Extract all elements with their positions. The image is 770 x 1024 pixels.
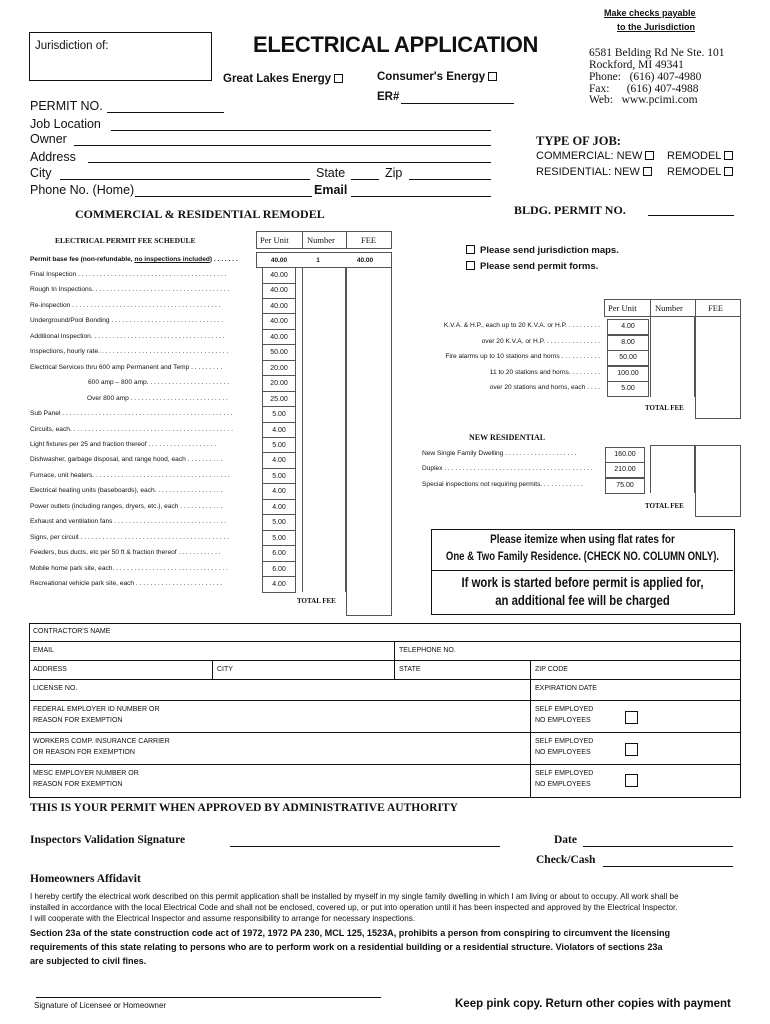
date-field[interactable] <box>583 846 733 847</box>
contractor-license-field[interactable] <box>29 680 531 701</box>
contractor-telephone-field[interactable] <box>395 642 741 661</box>
zip-label: Zip <box>385 166 403 180</box>
great-lakes-checkbox[interactable] <box>334 74 343 83</box>
fee-row-label: Additional Inspection. . . . . . . . . . . . . . . . . . . . . . . . . . . . . . . . . . . . . <box>30 332 225 340</box>
fee-row-per-unit: 20.00 <box>262 376 296 392</box>
itemize-line1: Please itemize when using flat rates for <box>490 534 675 546</box>
right-fee-row-per-unit: 5.00 <box>607 381 649 397</box>
federal-id-field[interactable] <box>29 701 531 733</box>
right-number-column[interactable] <box>650 317 695 397</box>
permit-no-field[interactable] <box>107 112 224 113</box>
email-field[interactable] <box>351 196 491 197</box>
fee-row-per-unit: 4.00 <box>262 484 296 500</box>
commercial-new-label: COMMERCIAL: NEW <box>536 150 643 162</box>
federal-id-label2: REASON FOR EXEMPTION <box>33 717 123 724</box>
res-fee-row-per-unit: 210.00 <box>605 462 645 478</box>
consumers-checkbox[interactable] <box>488 72 497 81</box>
res-total-label: TOTAL FEE <box>645 502 684 510</box>
bldg-permit-field[interactable] <box>648 215 734 216</box>
commercial-new-checkbox[interactable] <box>645 151 654 160</box>
fee-row-per-unit: 6.00 <box>262 546 296 562</box>
fee-row-per-unit: 4.00 <box>262 423 296 439</box>
base-fee-text: Permit base fee (non-refundable, <box>30 256 135 263</box>
zip-field[interactable] <box>409 179 491 180</box>
fee-row-per-unit: 20.00 <box>262 361 296 377</box>
fee-row-label: Re-inspection . . . . . . . . . . . . . . . . . . . . . . . . . . . . . . . . . . . . . . . . . <box>30 301 221 309</box>
great-lakes-label: Great Lakes Energy <box>223 73 332 85</box>
self-employed-label: SELF EMPLOYED <box>535 738 594 745</box>
fee-row-label: Inspections, hourly rate. . . . . . . . . . . . . . . . . . . . . . . . . . . . . . . . . . . . <box>30 348 229 356</box>
res-fee-row-label: Special inspections not requiring permits. . . . . . . . . . . . <box>422 481 583 488</box>
no-employees-label: NO EMPLOYEES <box>535 717 591 724</box>
fee-row-label: Dishwasher, garbage disposal, and range hood, each . . . . . . . . . . <box>30 456 223 464</box>
fee-row-label: Furnace, unit heaters. . . . . . . . . . . . . . . . . . . . . . . . . . . . . . . . . . . . . . <box>30 471 230 479</box>
fee-row-label: Over 800 amp . . . . . . . . . . . . . . . . . . . . . . . . . . . <box>87 394 228 402</box>
mesc-self-employed-checkbox[interactable] <box>625 774 638 787</box>
fee-row-label: Rough In Inspections. . . . . . . . . . . . . . . . . . . . . . . . . . . . . . . . . . . . . . <box>30 286 230 294</box>
contractor-name-label: CONTRACTOR'S NAME <box>33 628 111 635</box>
inspector-signature-field[interactable] <box>230 846 500 847</box>
no-employees-label: NO EMPLOYEES <box>535 781 591 788</box>
fee-header-divider <box>346 231 347 249</box>
right-header-divider <box>650 299 651 317</box>
contractor-zip-field[interactable] <box>531 661 741 680</box>
fee-row-label: Feeders, bus ducts, etc per 50 ft & fraction thereof . . . . . . . . . . . . <box>30 549 221 557</box>
right-fee-column[interactable] <box>695 317 741 419</box>
affidavit-text3: I will cooperate with the Electrical Inspector and assume responsibility to arrange for necessary inspections. <box>30 914 416 923</box>
right-fee-row-label: Fire alarms up to 10 stations and horns . . . . . . . . . . . <box>445 353 600 360</box>
contractor-address-field[interactable] <box>29 661 213 680</box>
city-label: City <box>30 166 52 180</box>
permit-notice: THIS IS YOUR PERMIT WHEN APPROVED BY ADMINISTRATIVE AUTHORITY <box>30 802 458 814</box>
fee-row-per-unit: 5.00 <box>262 438 296 454</box>
started-line2: an additional fee will be charged <box>495 593 670 608</box>
phone-label: Phone No. (Home) <box>30 183 135 197</box>
residential-row <box>536 166 652 178</box>
fee-column[interactable] <box>346 268 392 616</box>
federal-self-employed-checkbox[interactable] <box>625 711 638 724</box>
page-title: ELECTRICAL APPLICATION <box>253 32 539 57</box>
notice-box <box>431 529 735 615</box>
contractor-zip-label: ZIP CODE <box>535 666 568 673</box>
base-fee-end: ) . . . . . . . <box>209 256 238 263</box>
mesc-label2: REASON FOR EXEMPTION <box>33 781 123 788</box>
jurisdiction-box[interactable] <box>29 32 212 81</box>
right-fee-row-per-unit: 50.00 <box>607 350 649 366</box>
right-header-divider <box>695 299 696 317</box>
fee-row-per-unit: 5.00 <box>262 515 296 531</box>
address-field[interactable] <box>88 162 491 163</box>
fee-row-per-unit: 25.00 <box>262 392 296 408</box>
fee-header-per-unit: Per Unit <box>260 235 289 245</box>
fee-row-per-unit: 40.00 <box>262 330 296 346</box>
fee-row-label: Light fixtures per 25 and fraction thereof . . . . . . . . . . . . . . . . . . . <box>30 440 217 448</box>
federal-id-label1: FEDERAL EMPLOYER ID NUMBER OR <box>33 706 160 713</box>
request-forms-label: Please send permit forms. <box>480 261 599 272</box>
payable-line2: to the Jurisdiction <box>617 22 696 32</box>
mesc-label1: MESC EMPLOYER NUMBER OR <box>33 770 139 777</box>
right-fee-row-per-unit: 100.00 <box>607 366 649 382</box>
residential-remodel-label: REMODEL <box>667 166 722 178</box>
fee-header-number: Number <box>307 235 335 245</box>
er-label: ER# <box>377 91 400 103</box>
keep-pink-copy: Keep pink copy. Return other copies with payment <box>455 998 731 1010</box>
address-label: Address <box>30 150 76 164</box>
res-fee-column[interactable] <box>695 445 741 517</box>
itemize-line2: One & Two Family Residence. (CHECK NO. COLUMN ONLY). <box>445 551 720 563</box>
mesc-field[interactable] <box>29 765 531 798</box>
address-web: Web: www.pcimi.com <box>589 94 698 106</box>
request-maps-label: Please send jurisdiction maps. <box>480 245 619 256</box>
section-23a-line1: Section 23a of the state construction code act of 1972, 1972 PA 230, MCL 125, 1523A, prohibits a person from conspiring to circumvent the licensing <box>30 928 671 938</box>
res-fee-row-label: Duplex . . . . . . . . . . . . . . . . . . . . . . . . . . . . . . . . . . . . . . . . . <box>422 465 593 472</box>
fee-total-label: TOTAL FEE <box>297 597 336 605</box>
signature-label: Signature of Licensee or Homeowner <box>34 1001 167 1010</box>
fee-schedule-title: ELECTRICAL PERMIT FEE SCHEDULE <box>55 236 196 245</box>
phone-field[interactable] <box>135 196 312 197</box>
residential-new-label: RESIDENTIAL: NEW <box>536 166 640 178</box>
fee-columns-box <box>256 252 392 268</box>
right-fee-row-per-unit: 8.00 <box>607 335 649 351</box>
er-field[interactable] <box>401 103 514 104</box>
request-forms[interactable] <box>466 261 598 272</box>
residential-remodel <box>667 166 733 178</box>
fee-row-label: Power outlets (including ranges, dryers, etc.), each . . . . . . . . . . . . <box>30 502 223 510</box>
fee-row-label: Recreational vehicle park site, each . . . . . . . . . . . . . . . . . . . . . . . . <box>30 580 223 587</box>
base-fee-amount: 40.00 <box>356 257 374 264</box>
fee-row-per-unit: 50.00 <box>262 345 296 361</box>
fee-row-label: 600 amp – 800 amp. . . . . . . . . . . . . . . . . . . . . . . <box>88 379 230 387</box>
fee-row-label: Final Inspection . . . . . . . . . . . . . . . . . . . . . . . . . . . . . . . . . . . . . . . . . <box>30 271 227 278</box>
contractor-city-field[interactable] <box>213 661 395 680</box>
workers-comp-label1: WORKERS COMP. INSURANCE CARRIER <box>33 738 170 745</box>
right-fee-row-label: 11 to 20 stations and horns. . . . . . . . . <box>489 369 600 376</box>
commercial-row <box>536 150 654 162</box>
commercial-remodel <box>667 150 733 162</box>
state-field[interactable] <box>351 179 379 180</box>
fee-row-per-unit: 40.00 <box>262 268 296 284</box>
base-fee-number: 1 <box>316 257 320 264</box>
fee-row-label: Electrical Services thru 600 amp Permanent and Temp . . . . . . . . . <box>30 363 223 371</box>
section-title: COMMERCIAL & RESIDENTIAL REMODEL <box>75 207 325 221</box>
fee-row-label: Circuits, each. . . . . . . . . . . . . . . . . . . . . . . . . . . . . . . . . . . . . . . . . . . . . <box>30 425 233 433</box>
email-label: Email <box>314 183 348 197</box>
fee-row-per-unit: 5.00 <box>262 531 296 547</box>
residential-new-checkbox[interactable] <box>643 167 652 176</box>
workers-comp-field[interactable] <box>29 733 531 765</box>
section-23a-line2: requirements of this state relating to persons who are to perform work on a residential building or a residential structure. Violators of sections 23a <box>30 942 663 952</box>
city-field[interactable] <box>60 179 310 180</box>
contractor-state-label: STATE <box>399 666 421 673</box>
base-fee-underlined: no inspections included <box>134 256 210 263</box>
affidavit-title: Homeowners Affidavit <box>30 873 141 885</box>
fee-row-label: Mobile home park site, each. . . . . . . . . . . . . . . . . . . . . . . . . . . . . . . . <box>30 564 228 572</box>
right-header-fee: FEE <box>708 303 724 313</box>
started-line1: If work is started before permit is applied for, <box>461 575 704 590</box>
number-column[interactable] <box>302 268 346 592</box>
res-fee-row-per-unit: 75.00 <box>605 478 645 494</box>
workers-comp-label2: OR REASON FOR EXEMPTION <box>33 749 135 756</box>
job-location-label: Job Location <box>30 117 101 131</box>
date-label: Date <box>554 834 577 846</box>
check-cash-field[interactable] <box>603 866 733 867</box>
fee-row-per-unit: 5.00 <box>262 469 296 485</box>
contractor-expiration-field[interactable] <box>531 680 741 701</box>
consumers-option[interactable] <box>377 71 497 83</box>
contractor-address-label: ADDRESS <box>33 666 67 673</box>
fee-row-per-unit: 4.00 <box>262 453 296 469</box>
bldg-permit-label: BLDG. PERMIT NO. <box>514 203 626 217</box>
consumers-label: Consumer's Energy <box>377 71 486 83</box>
request-maps-checkbox[interactable] <box>466 245 475 254</box>
contractor-name-field[interactable] <box>29 623 741 642</box>
fee-row-label: Sub Panel . . . . . . . . . . . . . . . . . . . . . . . . . . . . . . . . . . . . . . . . . . . . . . . <box>30 410 233 418</box>
right-fee-row-label: over 20 stations and horns, each . . . . <box>489 384 600 391</box>
base-fee-label <box>30 256 262 263</box>
job-location-field[interactable] <box>111 130 491 131</box>
wc-self-employed-checkbox[interactable] <box>625 743 638 756</box>
contractor-expiration-label: EXPIRATION DATE <box>535 685 597 692</box>
inspector-signature-label: Inspectors Validation Signature <box>30 834 186 846</box>
fee-row-label: Signs, per circuit . . . . . . . . . . . . . . . . . . . . . . . . . . . . . . . . . . . . . . . . . <box>30 533 229 541</box>
right-total-label: TOTAL FEE <box>645 404 684 412</box>
fee-row-label: Exhaust and ventilation fans . . . . . . . . . . . . . . . . . . . . . . . . . . . . . . . <box>30 518 227 526</box>
address-city: Rockford, MI 49341 <box>589 59 684 71</box>
right-header-per-unit: Per Unit <box>608 303 637 313</box>
residential-remodel-checkbox[interactable] <box>724 167 733 176</box>
res-fee-row-per-unit: 160.00 <box>605 447 645 463</box>
fee-row-per-unit: 4.00 <box>262 577 296 593</box>
check-cash-label: Check/Cash <box>536 854 596 866</box>
address-street: 6581 Belding Rd Ne Ste. 101 <box>589 47 725 59</box>
contractor-email-field[interactable] <box>29 642 395 661</box>
right-header-number: Number <box>655 303 683 313</box>
fee-row-per-unit: 40.00 <box>262 283 296 299</box>
fee-row-label: Underground/Pool Bonding . . . . . . . . . . . . . . . . . . . . . . . . . . . . . . . <box>30 317 224 325</box>
state-label: State <box>316 166 346 180</box>
fee-row-per-unit: 40.00 <box>262 314 296 330</box>
fee-row-per-unit: 6.00 <box>262 562 296 578</box>
right-fee-row-label: K.V.A. & H.P., each up to 20 K.V.A. or H.P. . . . . . . . . . <box>443 322 600 329</box>
fee-header-fee: FEE <box>361 235 377 245</box>
address-fax: Fax: (616) 407-4988 <box>589 83 699 95</box>
contractor-city-label: CITY <box>217 666 233 673</box>
permit-no-label: PERMIT NO. <box>30 99 103 113</box>
notice-divider <box>432 570 733 571</box>
commercial-remodel-label: REMODEL <box>667 150 722 162</box>
fee-header-divider <box>302 231 303 249</box>
contractor-telephone-label: TELEPHONE NO. <box>399 647 456 654</box>
type-of-job-title: TYPE OF JOB: <box>536 134 621 148</box>
right-fee-row-label: over 20 K.V.A. or H.P. . . . . . . . . . . . . . . . <box>481 338 600 345</box>
base-fee-per-unit: 40.00 <box>270 257 288 264</box>
request-forms-checkbox[interactable] <box>466 261 475 270</box>
jurisdiction-label: Jurisdiction of: <box>35 40 109 52</box>
fee-row-per-unit: 5.00 <box>262 407 296 423</box>
commercial-remodel-checkbox[interactable] <box>724 151 733 160</box>
address-phone: Phone: (616) 407-4980 <box>589 71 702 83</box>
homeowner-signature-field[interactable] <box>36 997 381 998</box>
res-number-column[interactable] <box>650 445 695 493</box>
fee-row-per-unit: 40.00 <box>262 299 296 315</box>
contractor-email-label: EMAIL <box>33 647 55 654</box>
contractor-license-label: LICENSE NO. <box>33 685 78 692</box>
self-employed-label: SELF EMPLOYED <box>535 770 594 777</box>
great-lakes-option[interactable] <box>223 73 343 85</box>
affidavit-text1: I hereby certify the electrical work described on this permit application shall be installed by myself in my single family dwelling in which I am living or about to occupy. All work shall be <box>30 892 679 901</box>
right-fee-row-per-unit: 4.00 <box>607 319 649 335</box>
affidavit-text2: installed in accordance with the local Electrical Code and shall not be enclosed, covered up, or put into operation until it has been inspected and approved by the Electrical Inspector. <box>30 903 678 912</box>
fee-row-per-unit: 4.00 <box>262 500 296 516</box>
no-employees-label: NO EMPLOYEES <box>535 749 591 756</box>
owner-field[interactable] <box>74 145 491 146</box>
self-employed-label: SELF EMPLOYED <box>535 706 594 713</box>
request-maps[interactable] <box>466 245 619 256</box>
section-23a-line3: are subjected to civil fines. <box>30 956 147 966</box>
fee-row-label: Electrical heating units (baseboards), each. . . . . . . . . . . . . . . . . . . <box>30 487 223 495</box>
payable-line1: Make checks payable <box>604 8 696 18</box>
owner-label: Owner <box>30 132 67 146</box>
contractor-state-field[interactable] <box>395 661 531 680</box>
new-residential-title: NEW RESIDENTIAL <box>469 433 546 442</box>
res-fee-row-label: New Single Family Dwelling . . . . . . . . . . . . . . . . . . . . <box>422 450 577 457</box>
